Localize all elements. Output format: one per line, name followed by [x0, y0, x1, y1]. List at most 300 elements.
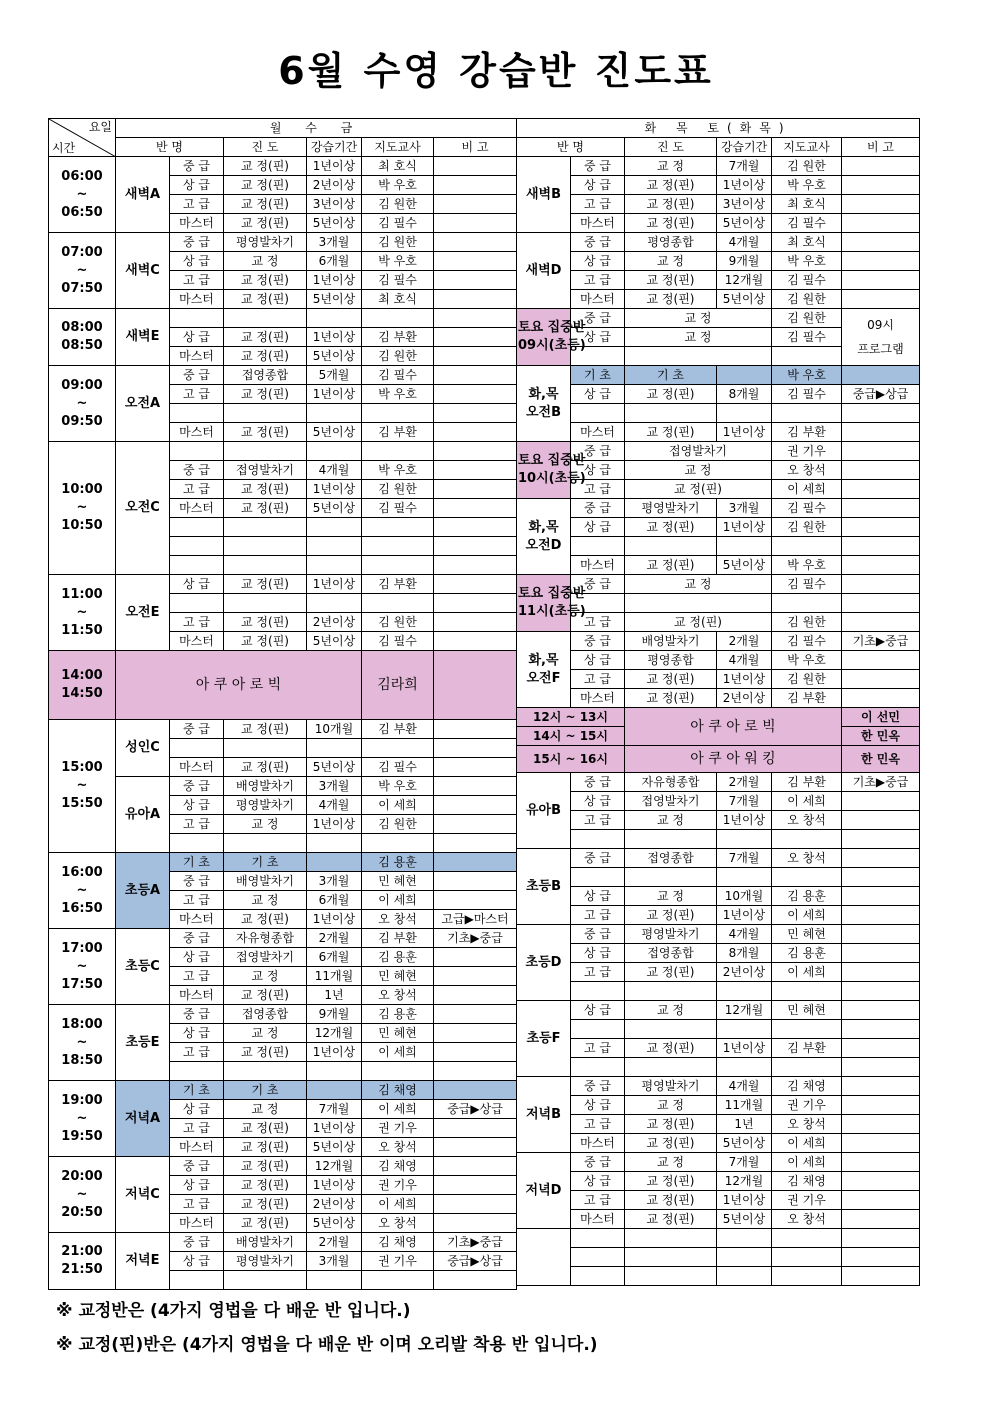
cell-teacher: 박 우호	[362, 252, 434, 271]
table-cell	[625, 1229, 717, 1248]
table-row	[517, 119, 920, 138]
table-row	[49, 575, 517, 594]
class-name: 화,목 오전B	[517, 366, 571, 442]
table-row	[517, 1115, 920, 1134]
cell-teacher: 오 창석	[362, 986, 434, 1005]
cell-progress: 접영발차기	[625, 792, 717, 811]
cell-remark	[434, 1176, 517, 1195]
table-row	[517, 537, 920, 556]
cell-progress	[224, 1271, 307, 1290]
cell-remark	[434, 796, 517, 815]
cell-progress: 평영발차기	[625, 499, 717, 518]
cell-remark	[434, 195, 517, 214]
cell-progress	[224, 518, 307, 537]
cell-teacher: 민 혜현	[362, 872, 434, 891]
cell-remark	[842, 792, 920, 811]
table-row	[517, 176, 920, 195]
cell-teacher	[772, 982, 842, 1001]
cell-teacher: 이 세희	[772, 1134, 842, 1153]
cell-progress: 교 정(핀)	[224, 910, 307, 929]
cell-teacher: 김 필수	[362, 271, 434, 290]
class-name: 초등E	[116, 1005, 170, 1081]
cell-teacher: 최 호식	[362, 290, 434, 309]
header-ban: 반 명	[517, 138, 625, 157]
class-name: 유아A	[116, 777, 170, 853]
cell-period: 4개월	[717, 651, 772, 670]
table-row	[517, 1229, 920, 1248]
cell-remark	[842, 1096, 920, 1115]
table-row	[517, 271, 920, 290]
cell-teacher: 김 원한	[772, 157, 842, 176]
cell-teacher	[362, 518, 434, 537]
cell-level: 고 급	[571, 195, 625, 214]
table-row	[49, 442, 517, 461]
cell-teacher	[362, 537, 434, 556]
cell-level: 상 급	[571, 252, 625, 271]
cell-progress: 교 정(핀)	[625, 906, 717, 925]
cell-period	[307, 834, 362, 853]
class-name: 저녁C	[116, 1157, 170, 1233]
table-row	[517, 290, 920, 309]
cell-period: 1년	[717, 1115, 772, 1134]
table-row	[49, 233, 517, 252]
cell-teacher: 김 필수	[772, 271, 842, 290]
cell-teacher: 오 창석	[362, 910, 434, 929]
cell-remark	[842, 689, 920, 708]
cell-teacher: 박 우호	[362, 176, 434, 195]
cell-level: 고 급	[571, 963, 625, 982]
cell-period	[307, 594, 362, 613]
cell-progress: 교 정(핀)	[625, 1172, 717, 1191]
table-row	[517, 499, 920, 518]
cell-period: 4개월	[307, 461, 362, 480]
cell-teacher	[362, 1271, 434, 1290]
cell-remark	[434, 594, 517, 613]
cell-period: 2년이상	[717, 689, 772, 708]
cell-period: 1년이상	[307, 815, 362, 834]
cell-period: 1년이상	[307, 1176, 362, 1195]
cell-progress	[625, 982, 717, 1001]
cell-teacher: 박 우호	[362, 777, 434, 796]
cell-period: 1년	[307, 986, 362, 1005]
cell-level: 상 급	[170, 1176, 224, 1195]
cell-period: 5년이상	[307, 632, 362, 651]
cell-teacher: 이 세희	[772, 1153, 842, 1172]
cell-teacher: 오 창석	[772, 811, 842, 830]
table-row	[517, 214, 920, 233]
cell-level: 중 급	[571, 849, 625, 868]
cell-teacher: 김 필수	[772, 214, 842, 233]
cell-teacher: 김 용훈	[362, 948, 434, 967]
cell-remark	[434, 1024, 517, 1043]
table-cell	[625, 1267, 717, 1286]
cell-period: 5년이상	[717, 556, 772, 575]
cell-teacher: 김 채영	[362, 1233, 434, 1252]
cell-remark	[434, 556, 517, 575]
cell-remark	[842, 157, 920, 176]
table-row	[49, 1081, 517, 1100]
cell-teacher: 권 기우	[772, 1096, 842, 1115]
cell-period: 8개월	[717, 385, 772, 404]
cell-remark	[842, 963, 920, 982]
cell-remark	[434, 632, 517, 651]
aquarobic-label: 아 쿠 아 로 빅	[116, 651, 362, 720]
cell-level: 마스터	[571, 556, 625, 575]
cell-period: 10개월	[307, 720, 362, 739]
cell-remark	[434, 347, 517, 366]
cell-period: 1년이상	[717, 1039, 772, 1058]
time-cell: 11:00 ~ 11:50	[49, 575, 116, 651]
aquarobic-teacher: 김라희	[362, 651, 434, 720]
cell-period: 12개월	[717, 1001, 772, 1020]
cell-level: 마스터	[170, 290, 224, 309]
cell-progress	[224, 556, 307, 575]
special-teacher: 한 민옥	[842, 746, 920, 773]
cell-level: 상 급	[571, 385, 625, 404]
time-cell: 16:00 ~ 16:50	[49, 853, 116, 929]
schedule-table-mon-wed-fri	[48, 118, 517, 1290]
cell-level: 마스터	[170, 758, 224, 777]
cell-period: 4개월	[717, 233, 772, 252]
cell-remark	[842, 176, 920, 195]
cell-teacher: 박 우호	[362, 385, 434, 404]
cell-remark	[434, 442, 517, 461]
cell-progress: 접영종합	[625, 849, 717, 868]
cell-teacher: 김 부환	[362, 720, 434, 739]
cell-teacher: 최 호식	[362, 157, 434, 176]
cell-progress: 교 정	[625, 328, 772, 347]
table-row	[517, 1248, 920, 1267]
cell-teacher	[362, 594, 434, 613]
table-row	[517, 925, 920, 944]
cell-remark	[842, 1039, 920, 1058]
cell-remark	[842, 556, 920, 575]
table-row	[49, 119, 517, 138]
cell-teacher: 오 창석	[772, 1115, 842, 1134]
cell-period	[307, 853, 362, 872]
cell-level: 고 급	[571, 1039, 625, 1058]
cell-teacher	[772, 1020, 842, 1039]
saturday-intensive-label: 토요 집중반 09시(초등)	[517, 309, 571, 366]
cell-progress: 교 정(핀)	[224, 328, 307, 347]
cell-progress: 교 정(핀)	[224, 1195, 307, 1214]
cell-period: 5년이상	[307, 290, 362, 309]
cell-remark	[434, 328, 517, 347]
cell-remark	[842, 849, 920, 868]
cell-progress: 교 정(핀)	[625, 385, 717, 404]
cell-progress	[625, 1020, 717, 1039]
header-col: 비 고	[842, 138, 920, 157]
cell-teacher	[362, 1062, 434, 1081]
cell-remark	[434, 834, 517, 853]
cell-level: 상 급	[571, 887, 625, 906]
table-cell	[717, 1267, 772, 1286]
cell-remark	[434, 1271, 517, 1290]
time-cell: 20:00 ~ 20:50	[49, 1157, 116, 1233]
cell-period: 5년이상	[717, 214, 772, 233]
cell-level: 상 급	[170, 1024, 224, 1043]
cell-teacher: 김 채영	[772, 1172, 842, 1191]
table-row	[517, 442, 920, 461]
table-row	[517, 1153, 920, 1172]
cell-period: 1년이상	[717, 176, 772, 195]
cell-remark	[842, 1001, 920, 1020]
table-row	[517, 1267, 920, 1286]
cell-teacher: 권 기우	[362, 1176, 434, 1195]
cell-level: 중 급	[571, 157, 625, 176]
cell-period: 1년이상	[717, 518, 772, 537]
cell-period: 3개월	[717, 499, 772, 518]
cell-progress: 교 정(핀)	[625, 214, 717, 233]
header-days-right: 화 목 토(화목)	[517, 119, 920, 138]
cell-period: 11개월	[307, 967, 362, 986]
table-row	[517, 830, 920, 849]
cell-progress	[224, 404, 307, 423]
cell-level: 중 급	[571, 1153, 625, 1172]
cell-teacher	[362, 404, 434, 423]
cell-remark	[434, 1195, 517, 1214]
cell-remark	[434, 758, 517, 777]
cell-remark	[434, 480, 517, 499]
table-row	[49, 366, 517, 385]
class-name: 오전A	[116, 366, 170, 442]
cell-teacher: 김 부환	[362, 575, 434, 594]
cell-teacher: 김 필수	[772, 575, 842, 594]
cell-period: 3개월	[307, 1252, 362, 1271]
cell-period: 1년이상	[307, 480, 362, 499]
cell-remark: 중급▶상급	[842, 385, 920, 404]
cell-progress	[224, 309, 307, 328]
cell-level: 마스터	[571, 1210, 625, 1229]
cell-progress: 평영발차기	[625, 1077, 717, 1096]
cell-progress: 기 초	[224, 1081, 307, 1100]
cell-remark: 기초▶중급	[842, 632, 920, 651]
cell-progress: 교 정	[625, 811, 717, 830]
cell-progress: 교 정(핀)	[224, 575, 307, 594]
cell-progress: 교 정	[625, 309, 772, 328]
cell-remark	[434, 290, 517, 309]
cell-progress: 교 정(핀)	[224, 632, 307, 651]
cell-level: 중 급	[170, 461, 224, 480]
table-row	[517, 632, 920, 651]
cell-level: 고 급	[571, 1191, 625, 1210]
cell-teacher: 김 부환	[362, 929, 434, 948]
cell-progress: 교 정(핀)	[625, 176, 717, 195]
cell-remark	[434, 214, 517, 233]
cell-level	[571, 830, 625, 849]
cell-remark	[434, 872, 517, 891]
cell-progress: 접영종합	[224, 366, 307, 385]
cell-level: 상 급	[170, 1100, 224, 1119]
class-name: 저녁A	[116, 1081, 170, 1157]
cell-progress: 교 정	[224, 1100, 307, 1119]
header-col: 지도교사	[362, 138, 434, 157]
class-name: 새벽D	[517, 233, 571, 309]
cell-period: 1년이상	[717, 906, 772, 925]
cell-period: 7개월	[717, 1153, 772, 1172]
cell-remark	[434, 252, 517, 271]
cell-level: 중 급	[571, 309, 625, 328]
cell-remark	[434, 815, 517, 834]
cell-level: 중 급	[571, 925, 625, 944]
cell-period: 5년이상	[307, 499, 362, 518]
table-row	[517, 518, 920, 537]
class-name: 오전E	[116, 575, 170, 651]
class-name: 새벽E	[116, 309, 170, 366]
cell-period: 10개월	[717, 887, 772, 906]
time-cell: 17:00 ~ 17:50	[49, 929, 116, 1005]
cell-remark	[434, 1062, 517, 1081]
cell-level: 마스터	[170, 910, 224, 929]
cell-remark	[434, 891, 517, 910]
cell-period	[307, 1081, 362, 1100]
table-cell	[571, 1267, 625, 1286]
cell-period: 5년이상	[717, 1210, 772, 1229]
cell-progress: 교 정(핀)	[625, 670, 717, 689]
cell-level	[571, 1058, 625, 1077]
cell-progress: 교 정(핀)	[625, 518, 717, 537]
table-row	[517, 233, 920, 252]
cell-level	[170, 594, 224, 613]
cell-remark	[842, 271, 920, 290]
cell-remark	[842, 868, 920, 887]
cell-remark	[842, 480, 920, 499]
cell-period	[307, 442, 362, 461]
cell-teacher: 김 부환	[772, 423, 842, 442]
aquawalking-label: 아 쿠 아 워 킹	[625, 746, 842, 773]
cell-progress: 교 정(핀)	[625, 1115, 717, 1134]
class-name: 화,목 오전F	[517, 632, 571, 708]
cell-period: 1년이상	[717, 670, 772, 689]
cell-period: 2년이상	[307, 1195, 362, 1214]
table-row	[517, 887, 920, 906]
cell-remark	[434, 1157, 517, 1176]
cell-remark	[434, 518, 517, 537]
cell-progress: 평영발차기	[224, 796, 307, 815]
cell-period: 5년이상	[307, 347, 362, 366]
table-row	[49, 777, 517, 796]
cell-progress: 평영발차기	[224, 1252, 307, 1271]
cell-progress: 교 정(핀)	[625, 1210, 717, 1229]
cell-level: 중 급	[571, 499, 625, 518]
cell-remark	[434, 575, 517, 594]
cell-level: 마스터	[170, 499, 224, 518]
cell-remark	[434, 967, 517, 986]
cell-remark	[842, 575, 920, 594]
cell-teacher: 이 세희	[362, 1043, 434, 1062]
cell-period: 5년이상	[307, 1138, 362, 1157]
cell-period: 9개월	[717, 252, 772, 271]
table-row	[517, 906, 920, 925]
cell-remark	[842, 1134, 920, 1153]
cell-progress: 교 정(핀)	[224, 720, 307, 739]
cell-teacher	[362, 556, 434, 575]
cell-progress: 교 정	[625, 1096, 717, 1115]
cell-remark	[842, 811, 920, 830]
class-name: 새벽C	[116, 233, 170, 309]
cell-teacher: 이 세희	[362, 1100, 434, 1119]
cell-period: 1년이상	[307, 157, 362, 176]
cell-teacher: 김 원한	[362, 347, 434, 366]
cell-level: 고 급	[571, 271, 625, 290]
time-cell: 09:00 ~ 09:50	[49, 366, 116, 442]
cell-period: 6개월	[307, 948, 362, 967]
cell-remark	[434, 157, 517, 176]
cell-teacher: 김 필수	[362, 632, 434, 651]
cell-level: 마스터	[170, 214, 224, 233]
cell-level: 기 초	[571, 366, 625, 385]
cell-progress: 교 정(핀)	[625, 1039, 717, 1058]
cell-level: 마스터	[170, 347, 224, 366]
cell-remark: 기초▶중급	[842, 773, 920, 792]
cell-level: 마스터	[170, 632, 224, 651]
cell-period: 11개월	[717, 1096, 772, 1115]
time-cell: 07:00 ~ 07:50	[49, 233, 116, 309]
cell-progress: 교 정(핀)	[625, 556, 717, 575]
cell-period	[307, 518, 362, 537]
table-row	[517, 1077, 920, 1096]
cell-teacher: 김 부환	[772, 1039, 842, 1058]
cell-progress: 교 정(핀)	[224, 157, 307, 176]
class-name: 저녁B	[517, 1077, 571, 1153]
cell-remark	[434, 613, 517, 632]
cell-level: 중 급	[170, 929, 224, 948]
cell-remark	[434, 499, 517, 518]
cell-teacher: 김 필수	[772, 385, 842, 404]
cell-remark	[434, 233, 517, 252]
cell-teacher: 김 원한	[772, 309, 842, 328]
cell-period: 7개월	[717, 792, 772, 811]
cell-period: 1년이상	[717, 811, 772, 830]
table-row	[517, 811, 920, 830]
cell-period: 2년이상	[307, 176, 362, 195]
cell-progress	[625, 594, 772, 613]
cell-level	[170, 556, 224, 575]
special-time: 14시 ~ 15시	[517, 727, 625, 746]
cell-remark	[434, 948, 517, 967]
table-row	[517, 252, 920, 271]
cell-progress: 교 정(핀)	[625, 1191, 717, 1210]
cell-progress: 교 정(핀)	[224, 1176, 307, 1195]
table-row	[517, 575, 920, 594]
cell-period: 6개월	[307, 252, 362, 271]
cell-level: 중 급	[170, 233, 224, 252]
class-name	[517, 1229, 571, 1286]
table-cell	[571, 1248, 625, 1267]
cell-teacher: 김 원한	[362, 613, 434, 632]
cell-teacher: 민 혜현	[362, 1024, 434, 1043]
table-row	[517, 1172, 920, 1191]
cell-teacher: 김 원한	[362, 195, 434, 214]
cell-progress: 교 정(핀)	[224, 1214, 307, 1233]
special-teacher: 한 민옥	[842, 727, 920, 746]
saturday-intensive-label: 토요 집중반 10시(초등)	[517, 442, 571, 499]
cell-level: 고 급	[571, 906, 625, 925]
cell-teacher: 김 원한	[362, 480, 434, 499]
table-cell	[842, 1267, 920, 1286]
cell-progress: 자유형종합	[625, 773, 717, 792]
cell-level: 고 급	[571, 811, 625, 830]
cell-progress: 교 정(핀)	[224, 499, 307, 518]
cell-teacher: 박 우호	[362, 461, 434, 480]
cell-progress: 교 정	[625, 461, 772, 480]
cell-progress	[625, 404, 717, 423]
cell-teacher: 김 부환	[362, 423, 434, 442]
cell-progress: 교 정(핀)	[625, 689, 717, 708]
cell-remark	[842, 290, 920, 309]
cell-level: 마스터	[571, 1134, 625, 1153]
cell-progress: 교 정(핀)	[625, 271, 717, 290]
